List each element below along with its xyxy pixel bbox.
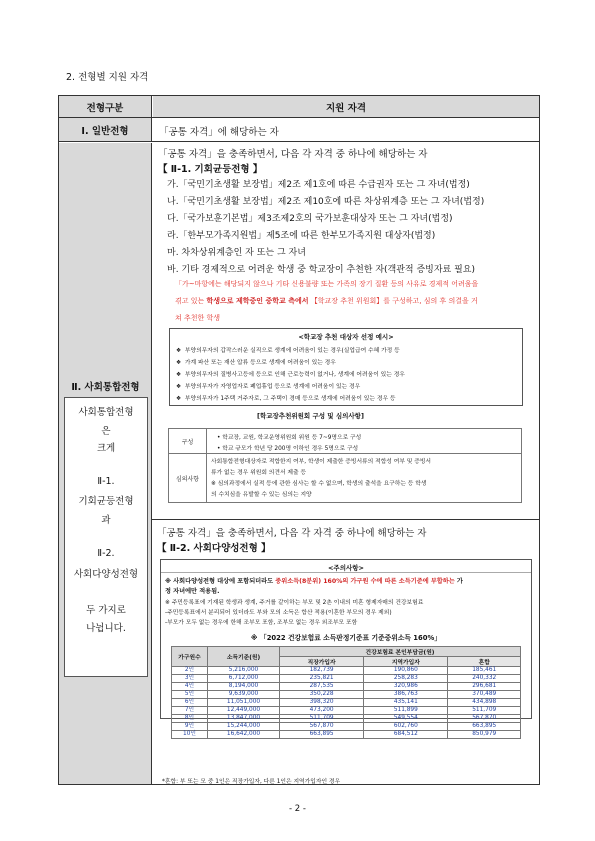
committee-line: • 학교 규모가 학년 당 200명 이하인 경우 5명으로 구성 xyxy=(217,446,359,452)
income-cell-value: 9,639,000 xyxy=(208,691,280,699)
income-cell-value: 235,821 xyxy=(280,675,364,683)
committee-line: ※ 심의과정에서 실적 등에 관한 심사는 할 수 없으며, 학생의 출석을 요구하는 등 학생 xyxy=(211,481,427,487)
example-text: 부양의무자의 갑작스러운 실직으로 생계에 어려움이 있는 경우(실업급여 수혜 가정 등 xyxy=(184,348,400,354)
note-part: 【학교장 추천 위원회】를 구성하고, 심의 후 의결을 거 xyxy=(308,297,478,305)
opp-item: 나.「국민기초생활 보장법」제2조 제10호에 따른 차상위계층 또는 그 자녀(법정) xyxy=(167,197,485,207)
general-label: Ⅰ. 일반전형 xyxy=(59,118,152,141)
income-cell-value: 287,535 xyxy=(280,683,364,691)
income-cell-value: 684,512 xyxy=(364,731,448,739)
income-cell-family: 5인 xyxy=(172,691,208,699)
income-cell-value: 240,332 xyxy=(448,675,521,683)
general-text: 「공통 자격」에 해당하는 자 xyxy=(159,127,279,138)
opp-title: 【 Ⅱ-1. 기회균등전형 】 xyxy=(158,164,263,175)
income-cell-value: 663,895 xyxy=(448,723,521,731)
income-cell-family: 9인 xyxy=(172,723,208,731)
opp-note: 「가~마항에는 해당되지 않으나 기타 신용불량 또는 가족의 장기 질환 등의 사유로 경제적 어려움을 xyxy=(175,280,479,288)
income-th-group: 건강보험료 본인부담금(원) xyxy=(280,647,521,657)
income-table-title: ※ 「2022 건강보험료 소득판정기준표 기준중위소득 160%」 xyxy=(250,634,442,642)
income-row xyxy=(172,691,521,699)
notice-line xyxy=(165,576,463,585)
income-cell-value: 663,895 xyxy=(280,731,364,739)
income-cell-value: 567,870 xyxy=(280,723,364,731)
income-row xyxy=(172,683,521,691)
income-cell-value: 16,642,000 xyxy=(208,731,280,739)
social-label-cell xyxy=(59,143,152,784)
income-cell-value: 8,194,000 xyxy=(208,683,280,691)
income-cell-value: 11,051,000 xyxy=(208,699,280,707)
example-item: ❖ 부양의무자의 질병사고등에 등으로 인해 근로능력이 없거나, 생계에 어려움이 있는 경우 xyxy=(176,372,405,378)
committee-line: • 학교장, 교원, 학교운영위원회 위원 등 7~9명으로 구성 xyxy=(217,435,362,441)
income-th-mixed: 혼합 xyxy=(448,657,521,667)
example-text: 부양의무자가 자영업자로 폐업휴업 등으로 생계에 어려움이 있는 경우 xyxy=(184,384,361,390)
committee-label: 구성 xyxy=(169,429,207,453)
income-th-family: 가구원수 xyxy=(172,647,208,667)
income-cell-family: 6인 xyxy=(172,699,208,707)
note-emphasis: 학생으로 제학중인 중학교 측에서 xyxy=(206,297,309,305)
summary-line: 사회통합전형 xyxy=(78,407,134,418)
income-cell-value: 549,554 xyxy=(364,715,448,723)
notice-emphasis: 중위소득(8분위) 160%의 가구원 수에 따른 소득기준에 부합하는 xyxy=(275,578,455,585)
income-cell-value: 602,760 xyxy=(364,723,448,731)
opp-note xyxy=(175,296,478,306)
income-cell-value: 12,449,000 xyxy=(208,707,280,715)
div-intro: 「공통 자격」을 충족하면서, 다음 각 자격 중 하나에 해당하는 자 xyxy=(157,528,427,539)
example-item: ❖ 가계 파산 또는 재산 압류 등으로 생계에 어려움이 있는 경우 xyxy=(176,360,336,366)
income-th-employee: 직장가입자 xyxy=(280,657,364,667)
income-cell-value: 850,979 xyxy=(448,731,521,739)
example-item: ❖ 부양의무자가 자영업자로 폐업휴업 등으로 생계에 어려움이 있는 경우 xyxy=(176,384,361,390)
committee-line: 류가 없는 경우 위원회 의견서 제출 등 xyxy=(211,470,307,476)
income-cell-value: 434,898 xyxy=(448,699,521,707)
notice-line: -주민등록표에서 분리되어 있더라도 부와 모의 소득은 합산 적용(이혼한 부모의 경우 제외) xyxy=(165,610,392,616)
page-number: - 2 - xyxy=(289,804,306,814)
footnote: *혼합: 부 또는 모 중 1인은 직장가입자, 다른 1인은 지역가입자인 경우 xyxy=(162,779,341,785)
summary-line: 나뉩니다. xyxy=(86,623,126,634)
notice-part: ※ 사회다양성전형 대상에 포함되더라도 xyxy=(165,578,276,585)
income-cell-value: 15,244,000 xyxy=(208,723,280,731)
income-cell-value: 473,200 xyxy=(280,707,364,715)
summary-line: 두 가지로 xyxy=(86,605,126,616)
income-row xyxy=(172,667,521,675)
income-row xyxy=(172,723,521,731)
notice-line: ※ 주민등록표에 기재된 학생과 생계, 주거를 같이하는 부모 및 2촌 이내의 미혼 형제자매의 건강보험료 xyxy=(165,600,424,606)
header-category: 전형구분 xyxy=(59,96,152,117)
committee-title: [학교장추천위원회 구성 및 심의사항] xyxy=(257,412,364,420)
income-th-income: 소득기준(원) xyxy=(208,647,280,667)
income-cell-value: 296,681 xyxy=(448,683,521,691)
summary-line: 과 xyxy=(101,515,111,526)
income-cell-family: 2인 xyxy=(172,667,208,675)
income-cell-value: 511,709 xyxy=(280,715,364,723)
example-text: 부양의무자의 질병사고등에 등으로 인해 근로능력이 없거나, 생계에 어려움이 있는 경우 xyxy=(184,372,405,378)
income-cell-value: 386,763 xyxy=(364,691,448,699)
income-cell-family: 8인 xyxy=(172,715,208,723)
income-row xyxy=(172,699,521,707)
notice-line: -부모가 모두 없는 경우에 한해 조부모 포함, 조부모 없는 경우 외조부모 포함 xyxy=(165,620,358,626)
income-cell-value: 567,870 xyxy=(448,715,521,723)
income-cell-family: 4인 xyxy=(172,683,208,691)
example-text: 부양의무자가 1주택 거주자로, 그 주택이 경매 등으로 생계에 어려움이 있는 경우 등 xyxy=(184,396,396,402)
income-cell-value: 13,847,000 xyxy=(208,715,280,723)
income-cell-family: 10인 xyxy=(172,731,208,739)
income-cell-value: 320,986 xyxy=(364,683,448,691)
notice-divider xyxy=(161,572,531,573)
example-item: ❖ 부양의무자가 1주택 거주자로, 그 주택이 경매 등으로 생계에 어려움이 있는 경우 등 xyxy=(176,396,396,402)
income-cell-value: 5,216,000 xyxy=(208,667,280,675)
income-cell-value: 350,228 xyxy=(280,691,364,699)
social-summary-box xyxy=(64,397,148,677)
committee-line: 의 수치심을 유발할 수 있는 심의는 지양 xyxy=(211,492,312,498)
notice-line: 정 자녀에만 적용됨. xyxy=(165,588,220,595)
income-table-body xyxy=(172,667,521,739)
header-eligibility: 지원 자격 xyxy=(153,96,539,117)
income-cell-value: 511,899 xyxy=(364,707,448,715)
income-cell-value: 182,739 xyxy=(280,667,364,675)
committee-row-review xyxy=(168,453,522,503)
opp-item: 바. 기타 경제적으로 어려운 학생 중 학교장이 추천한 자(객관적 증빙자료 필요) xyxy=(167,265,476,275)
income-cell-value: 398,320 xyxy=(280,699,364,707)
general-row xyxy=(59,118,539,142)
summary-line: 크게 xyxy=(96,443,116,454)
opp-note: 쳐 추천한 학생 xyxy=(175,314,221,322)
div-title: 【 Ⅱ-2. 사회다양성전형 】 xyxy=(157,543,271,554)
notice-part: 가 xyxy=(454,578,463,585)
summary-line: 기회균등전형 xyxy=(78,496,134,507)
notice-box xyxy=(160,559,532,737)
summary-line: Ⅱ-2. xyxy=(97,548,115,559)
table-header-row xyxy=(59,96,539,118)
section-heading: 2. 전형별 지원 자격 xyxy=(66,72,149,83)
income-row xyxy=(172,675,521,683)
income-cell-value: 258,283 xyxy=(364,675,448,683)
income-table xyxy=(171,646,521,739)
opp-item: 다.「국가보훈기본법」제3조제2호의 국가보훈대상자 또는 그 자녀(법정) xyxy=(167,214,453,224)
income-cell-value: 6,712,000 xyxy=(208,675,280,683)
example-item: ❖ 부양의무자의 갑작스러운 실직으로 생계에 어려움이 있는 경우(실업급여 수혜 가정 등 xyxy=(176,348,400,354)
opp-item: 라.「한부모가족지원법」제5조에 따른 한부모가족지원 대상자(법정) xyxy=(167,231,436,241)
committee-label: 심의사항 xyxy=(169,454,207,502)
opp-item: 가.「국민기초생활 보장법」제2조 제1호에 따른 수급권자 또는 그 자녀(법정) xyxy=(167,180,470,190)
committee-row-composition xyxy=(168,428,522,454)
income-cell-value: 511,709 xyxy=(448,707,521,715)
example-title: <학교장 추천 대상자 선정 예시> xyxy=(298,333,394,341)
notice-title: <주의사항> xyxy=(327,564,364,572)
social-label: Ⅱ. 사회통합전형 xyxy=(71,382,140,393)
committee-line: 사회통합전형대상자로 적합한지 여부, 학생이 제출한 증빙서류의 적합성 여부 및 증빙서 xyxy=(211,459,432,465)
income-th-regional: 지역가입자 xyxy=(364,657,448,667)
summary-line: 사회다양성전형 xyxy=(73,569,139,580)
income-cell-value: 435,141 xyxy=(364,699,448,707)
income-row xyxy=(172,715,521,723)
income-row xyxy=(172,707,521,715)
summary-line: Ⅱ-1. xyxy=(97,476,115,487)
income-cell-family: 3인 xyxy=(172,675,208,683)
example-text: 가계 파산 또는 재산 압류 등으로 생계에 어려움이 있는 경우 xyxy=(184,360,336,366)
diversity-section xyxy=(152,520,539,785)
income-cell-value: 190,860 xyxy=(364,667,448,675)
opp-item: 마. 차차상위계층인 자 또는 그 자녀 xyxy=(167,248,306,258)
income-cell-family: 7인 xyxy=(172,707,208,715)
income-cell-value: 370,489 xyxy=(448,691,521,699)
example-box xyxy=(169,328,523,406)
note-part: 겪고 있는 xyxy=(175,297,207,305)
income-row xyxy=(172,731,521,739)
income-cell-value: 185,461 xyxy=(448,667,521,675)
summary-line: 은 xyxy=(101,426,111,437)
opp-intro: 「공통 자격」을 충족하면서, 다음 각 자격 중 하나에 해당하는 자 xyxy=(158,149,428,160)
